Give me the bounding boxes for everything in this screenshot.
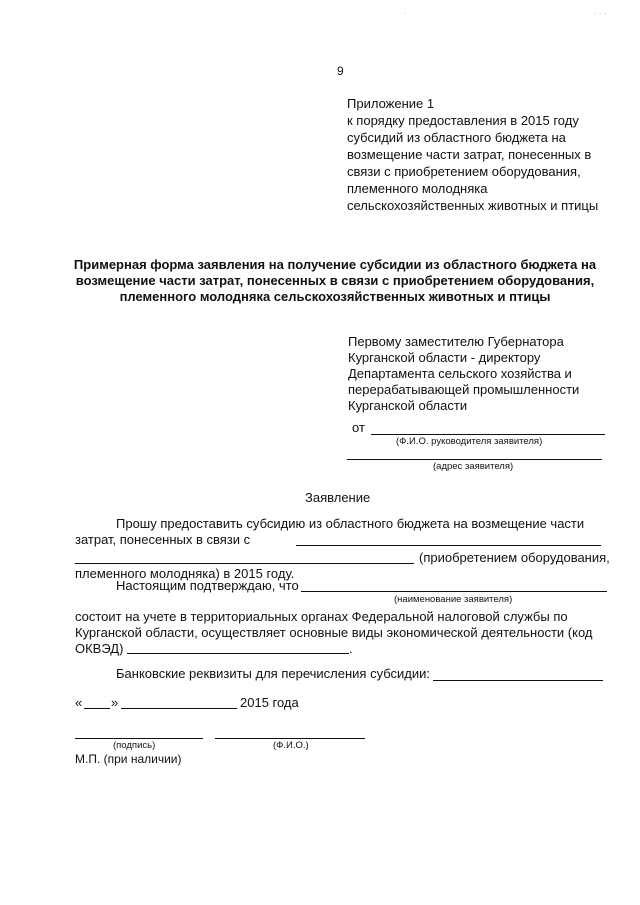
document-title: Примерная форма заявления на получение субсидии из областного бюджета на возмещение части затрат, понесенных в связи с приобретением оборудования, племенного молодняка сельскохозяйственных животных и птицы — [73, 257, 597, 304]
signature-field-line[interactable] — [75, 738, 203, 739]
body-line-4: племенного молодняка) в 2015 году. — [75, 566, 295, 581]
applicant-field-line[interactable] — [301, 591, 607, 592]
signature-caption: (подпись) — [113, 740, 156, 751]
addressee-line: Курганской области - директору — [348, 350, 541, 365]
addressee-line: перерабатывающей промышленности — [348, 382, 580, 397]
name-field-line[interactable] — [215, 738, 365, 739]
scan-artifact-dot: . — [404, 6, 407, 16]
appendix-line: возмещение части затрат, понесенных в — [347, 147, 592, 162]
statement-heading: Заявление — [305, 490, 371, 505]
applicant-caption: (наименование заявителя) — [394, 594, 513, 605]
body-line-3-suffix: (приобретением оборудования, — [419, 550, 610, 565]
page-number: 9 — [337, 64, 344, 78]
reason-field-line-1[interactable] — [296, 545, 601, 546]
bank-details-field-line[interactable] — [433, 680, 603, 681]
body-line-6: состоит на учете в территориальных органах Федеральной налоговой службы по — [75, 609, 568, 624]
from-label: от — [352, 420, 365, 435]
bank-details-label: Банковские реквизиты для перечисления субсидии: — [116, 666, 430, 681]
appendix-line: сельскохозяйственных животных и птицы — [347, 198, 599, 213]
from-caption: (Ф.И.О. руководителя заявителя) — [396, 436, 543, 447]
date-day-field-line[interactable] — [84, 708, 110, 709]
appendix-line: субсидий из областного бюджета на — [347, 130, 566, 145]
confirm-prefix: Настоящим подтверждаю, что — [116, 578, 299, 593]
scan-artifact-dots: . . . — [594, 6, 607, 16]
from-field-line[interactable] — [371, 434, 605, 435]
appendix-line: Приложение 1 — [347, 96, 435, 111]
addressee-line: Департамента сельского хозяйства и — [348, 366, 572, 381]
body-line-8-suffix: . — [349, 641, 353, 656]
addressee-block — [348, 334, 579, 414]
address-caption: (адрес заявителя) — [433, 461, 514, 472]
address-field-line[interactable] — [347, 459, 602, 460]
body-line-8-prefix: ОКВЭД) — [75, 641, 124, 656]
name-caption: (Ф.И.О.) — [273, 740, 309, 751]
appendix-line: связи с приобретением оборудования, — [347, 164, 581, 179]
date-close-quote: » — [111, 695, 119, 710]
body-line-2-prefix: затрат, понесенных в связи с — [75, 532, 251, 547]
date-month-field-line[interactable] — [121, 708, 237, 709]
body-line-1: Прошу предоставить субсидию из областного бюджета на возмещение части — [116, 516, 585, 531]
appendix-block — [347, 95, 598, 214]
appendix-line: племенного молодняка — [347, 181, 488, 196]
reason-field-line-2[interactable] — [75, 563, 414, 564]
date-year: 2015 года — [240, 695, 299, 710]
date-open-quote: « — [75, 695, 83, 710]
appendix-line: к порядку предоставления в 2015 году — [347, 113, 579, 128]
okved-field-line[interactable] — [127, 653, 349, 654]
stamp-note: М.П. (при наличии) — [75, 752, 182, 766]
addressee-line: Первому заместителю Губернатора — [348, 334, 564, 349]
addressee-line: Курганской области — [348, 398, 468, 413]
body-line-7: Курганской области, осуществляет основные виды экономической деятельности (код — [75, 625, 593, 640]
